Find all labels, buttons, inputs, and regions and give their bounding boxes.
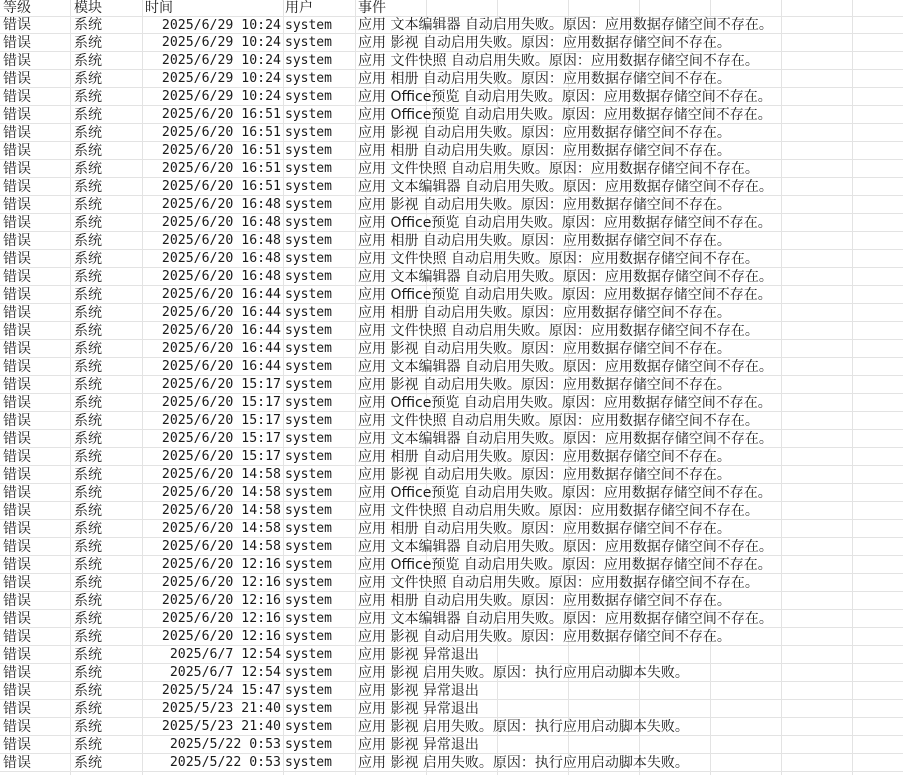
cell-event[interactable]: 应用 影视 启用失败。原因：执行应用启动脚本失败。: [358, 755, 689, 771]
table-row[interactable]: [0, 286, 903, 304]
cell-user[interactable]: system: [285, 467, 332, 482]
cell-level[interactable]: 错误: [3, 413, 31, 429]
table-row[interactable]: [0, 88, 903, 106]
cell-module[interactable]: 系统: [74, 719, 102, 735]
table-row[interactable]: [0, 160, 903, 178]
cell-level[interactable]: 错误: [3, 143, 31, 159]
cell-level[interactable]: 错误: [3, 449, 31, 465]
cell-level[interactable]: 错误: [3, 305, 31, 321]
table-row[interactable]: [0, 718, 903, 736]
cell-event[interactable]: 应用 相册 自动启用失败。原因：应用数据存储空间不存在。: [358, 143, 731, 159]
cell-time[interactable]: 2025/6/29 10:24: [161, 53, 281, 68]
cell-level[interactable]: 错误: [3, 215, 31, 231]
cell-level[interactable]: 错误: [3, 611, 31, 627]
table-row[interactable]: [0, 17, 903, 34]
cell-level[interactable]: 错误: [3, 485, 31, 501]
cell-event[interactable]: 应用 影视 自动启用失败。原因：应用数据存储空间不存在。: [358, 629, 731, 645]
cell-level[interactable]: 错误: [3, 719, 31, 735]
table-row[interactable]: [0, 430, 903, 448]
header-level[interactable]: 等级: [3, 0, 31, 16]
cell-time[interactable]: 2025/5/22 0:53: [169, 755, 281, 770]
cell-event[interactable]: 应用 影视 自动启用失败。原因：应用数据存储空间不存在。: [358, 341, 731, 357]
cell-module[interactable]: 系统: [74, 503, 102, 519]
cell-event[interactable]: 应用 文件快照 自动启用失败。原因：应用数据存储空间不存在。: [358, 413, 759, 429]
cell-module[interactable]: 系统: [74, 215, 102, 231]
cell-level[interactable]: 错误: [3, 683, 31, 699]
cell-event[interactable]: 应用 文本编辑器 自动启用失败。原因：应用数据存储空间不存在。: [358, 269, 773, 285]
cell-module[interactable]: 系统: [74, 593, 102, 609]
cell-module[interactable]: 系统: [74, 341, 102, 357]
cell-level[interactable]: 错误: [3, 503, 31, 519]
cell-user[interactable]: system: [285, 521, 332, 536]
cell-level[interactable]: 错误: [3, 701, 31, 717]
cell-time[interactable]: 2025/6/20 16:44: [161, 359, 281, 374]
cell-time[interactable]: 2025/6/20 16:44: [161, 305, 281, 320]
cell-user[interactable]: system: [285, 719, 332, 734]
cell-level[interactable]: 错误: [3, 467, 31, 483]
cell-level[interactable]: 错误: [3, 521, 31, 537]
table-row[interactable]: [0, 736, 903, 754]
cell-module[interactable]: 系统: [74, 251, 102, 267]
cell-user[interactable]: system: [285, 701, 332, 716]
table-row[interactable]: [0, 574, 903, 592]
cell-level[interactable]: 错误: [3, 575, 31, 591]
table-row[interactable]: [0, 484, 903, 502]
cell-user[interactable]: system: [285, 143, 332, 158]
cell-time[interactable]: 2025/6/29 10:24: [161, 89, 281, 104]
cell-user[interactable]: system: [285, 18, 332, 33]
cell-user[interactable]: system: [285, 377, 332, 392]
cell-event[interactable]: 应用 文件快照 自动启用失败。原因：应用数据存储空间不存在。: [358, 323, 759, 339]
cell-module[interactable]: 系统: [74, 629, 102, 645]
cell-module[interactable]: 系统: [74, 197, 102, 213]
header-time[interactable]: 时间: [145, 0, 173, 16]
cell-module[interactable]: 系统: [74, 755, 102, 771]
cell-event[interactable]: 应用 影视 自动启用失败。原因：应用数据存储空间不存在。: [358, 125, 731, 141]
table-row[interactable]: [0, 700, 903, 718]
cell-event[interactable]: 应用 文本编辑器 自动启用失败。原因：应用数据存储空间不存在。: [358, 179, 773, 195]
cell-level[interactable]: 错误: [3, 179, 31, 195]
table-row[interactable]: [0, 394, 903, 412]
cell-level[interactable]: 错误: [3, 287, 31, 303]
cell-module[interactable]: 系统: [74, 89, 102, 105]
cell-level[interactable]: 错误: [3, 431, 31, 447]
table-row[interactable]: [0, 358, 903, 376]
cell-level[interactable]: 错误: [3, 269, 31, 285]
cell-module[interactable]: 系统: [74, 467, 102, 483]
table-row[interactable]: [0, 538, 903, 556]
cell-event[interactable]: 应用 文本编辑器 自动启用失败。原因：应用数据存储空间不存在。: [358, 611, 773, 627]
cell-event[interactable]: 应用 相册 自动启用失败。原因：应用数据存储空间不存在。: [358, 233, 731, 249]
cell-module[interactable]: 系统: [74, 611, 102, 627]
cell-time[interactable]: 2025/6/20 12:16: [161, 629, 281, 644]
table-row[interactable]: [0, 502, 903, 520]
cell-user[interactable]: system: [285, 107, 332, 122]
header-user[interactable]: 用户: [285, 0, 313, 16]
cell-user[interactable]: system: [285, 341, 332, 356]
cell-event[interactable]: 应用 Office预览 自动启用失败。原因：应用数据存储空间不存在。: [358, 557, 772, 573]
cell-user[interactable]: system: [285, 89, 332, 104]
cell-module[interactable]: 系统: [74, 71, 102, 87]
cell-module[interactable]: 系统: [74, 449, 102, 465]
cell-user[interactable]: system: [285, 269, 332, 284]
cell-module[interactable]: 系统: [74, 377, 102, 393]
cell-event[interactable]: 应用 文件快照 自动启用失败。原因：应用数据存储空间不存在。: [358, 503, 759, 519]
table-row[interactable]: [0, 520, 903, 538]
cell-event[interactable]: 应用 文本编辑器 自动启用失败。原因：应用数据存储空间不存在。: [358, 17, 773, 33]
cell-module[interactable]: 系统: [74, 701, 102, 717]
cell-time[interactable]: 2025/6/20 16:51: [161, 179, 281, 194]
cell-user[interactable]: system: [285, 395, 332, 410]
cell-time[interactable]: 2025/6/20 12:16: [161, 611, 281, 626]
cell-level[interactable]: 错误: [3, 125, 31, 141]
table-row[interactable]: [0, 196, 903, 214]
cell-time[interactable]: 2025/6/20 12:16: [161, 557, 281, 572]
cell-user[interactable]: system: [285, 755, 332, 770]
table-row[interactable]: [0, 268, 903, 286]
table-row[interactable]: [0, 754, 903, 772]
cell-module[interactable]: 系统: [74, 557, 102, 573]
cell-time[interactable]: 2025/6/29 10:24: [161, 35, 281, 50]
cell-time[interactable]: 2025/6/20 16:51: [161, 143, 281, 158]
cell-time[interactable]: 2025/5/23 21:40: [161, 719, 281, 734]
cell-level[interactable]: 错误: [3, 197, 31, 213]
cell-user[interactable]: system: [285, 233, 332, 248]
cell-level[interactable]: 错误: [3, 539, 31, 555]
cell-level[interactable]: 错误: [3, 89, 31, 105]
cell-time[interactable]: 2025/6/20 16:51: [161, 161, 281, 176]
cell-time[interactable]: 2025/6/20 16:44: [161, 287, 281, 302]
table-row[interactable]: [0, 52, 903, 70]
cell-time[interactable]: 2025/6/20 15:17: [161, 413, 281, 428]
cell-event[interactable]: 应用 文件快照 自动启用失败。原因：应用数据存储空间不存在。: [358, 251, 759, 267]
cell-module[interactable]: 系统: [74, 143, 102, 159]
cell-module[interactable]: 系统: [74, 269, 102, 285]
cell-module[interactable]: 系统: [74, 737, 102, 753]
cell-module[interactable]: 系统: [74, 323, 102, 339]
cell-user[interactable]: system: [285, 215, 332, 230]
cell-module[interactable]: 系统: [74, 539, 102, 555]
table-row[interactable]: [0, 70, 903, 88]
table-row[interactable]: [0, 232, 903, 250]
cell-time[interactable]: 2025/6/20 16:48: [161, 233, 281, 248]
header-row: [0, 0, 903, 17]
cell-event[interactable]: 应用 文件快照 自动启用失败。原因：应用数据存储空间不存在。: [358, 161, 759, 177]
cell-module[interactable]: 系统: [74, 17, 102, 33]
cell-user[interactable]: system: [285, 161, 332, 176]
table-row[interactable]: [0, 664, 903, 682]
cell-event[interactable]: 应用 文本编辑器 自动启用失败。原因：应用数据存储空间不存在。: [358, 539, 773, 555]
cell-module[interactable]: 系统: [74, 665, 102, 681]
cell-event[interactable]: 应用 Office预览 自动启用失败。原因：应用数据存储空间不存在。: [358, 89, 772, 105]
cell-event[interactable]: 应用 文本编辑器 自动启用失败。原因：应用数据存储空间不存在。: [358, 359, 773, 375]
cell-time[interactable]: 2025/6/7 12:54: [169, 665, 281, 680]
cell-event[interactable]: 应用 影视 启用失败。原因：执行应用启动脚本失败。: [358, 719, 689, 735]
table-row[interactable]: [0, 304, 903, 322]
cell-user[interactable]: system: [285, 503, 332, 518]
cell-level[interactable]: 错误: [3, 53, 31, 69]
cell-user[interactable]: system: [285, 413, 332, 428]
table-row[interactable]: [0, 556, 903, 574]
cell-event[interactable]: 应用 影视 自动启用失败。原因：应用数据存储空间不存在。: [358, 467, 731, 483]
cell-module[interactable]: 系统: [74, 53, 102, 69]
cell-module[interactable]: 系统: [74, 683, 102, 699]
cell-user[interactable]: system: [285, 251, 332, 266]
cell-level[interactable]: 错误: [3, 233, 31, 249]
cell-event[interactable]: 应用 影视 异常退出: [358, 683, 479, 699]
cell-event[interactable]: 应用 Office预览 自动启用失败。原因：应用数据存储空间不存在。: [358, 215, 772, 231]
cell-user[interactable]: system: [285, 557, 332, 572]
table-row[interactable]: [0, 34, 903, 52]
cell-level[interactable]: 错误: [3, 755, 31, 771]
table-row[interactable]: [0, 646, 903, 664]
cell-time[interactable]: 2025/6/20 16:48: [161, 197, 281, 212]
cell-module[interactable]: 系统: [74, 413, 102, 429]
cell-event[interactable]: 应用 文本编辑器 自动启用失败。原因：应用数据存储空间不存在。: [358, 431, 773, 447]
cell-module[interactable]: 系统: [74, 233, 102, 249]
cell-level[interactable]: 错误: [3, 359, 31, 375]
table-row[interactable]: [0, 124, 903, 142]
cell-module[interactable]: 系统: [74, 521, 102, 537]
cell-event[interactable]: 应用 相册 自动启用失败。原因：应用数据存储空间不存在。: [358, 449, 731, 465]
log-rows: [0, 17, 903, 772]
cell-time[interactable]: 2025/6/20 16:51: [161, 107, 281, 122]
cell-event[interactable]: 应用 文件快照 自动启用失败。原因：应用数据存储空间不存在。: [358, 575, 759, 591]
cell-time[interactable]: 2025/6/29 10:24: [161, 18, 281, 33]
cell-user[interactable]: system: [285, 737, 332, 752]
cell-user[interactable]: system: [285, 287, 332, 302]
cell-level[interactable]: 错误: [3, 161, 31, 177]
cell-user[interactable]: system: [285, 593, 332, 608]
cell-time[interactable]: 2025/5/24 15:47: [161, 683, 281, 698]
cell-time[interactable]: 2025/6/20 15:17: [161, 395, 281, 410]
table-row[interactable]: [0, 466, 903, 484]
cell-level[interactable]: 错误: [3, 395, 31, 411]
cell-event[interactable]: 应用 影视 自动启用失败。原因：应用数据存储空间不存在。: [358, 377, 731, 393]
cell-time[interactable]: 2025/5/22 0:53: [169, 737, 281, 752]
cell-user[interactable]: system: [285, 323, 332, 338]
cell-module[interactable]: 系统: [74, 431, 102, 447]
cell-event[interactable]: 应用 Office预览 自动启用失败。原因：应用数据存储空间不存在。: [358, 485, 772, 501]
cell-event[interactable]: 应用 文件快照 自动启用失败。原因：应用数据存储空间不存在。: [358, 53, 759, 69]
table-row[interactable]: [0, 448, 903, 466]
cell-user[interactable]: system: [285, 647, 332, 662]
cell-time[interactable]: 2025/6/20 15:17: [161, 449, 281, 464]
cell-level[interactable]: 错误: [3, 377, 31, 393]
table-row[interactable]: [0, 610, 903, 628]
cell-module[interactable]: 系统: [74, 287, 102, 303]
cell-level[interactable]: 错误: [3, 251, 31, 267]
cell-user[interactable]: system: [285, 125, 332, 140]
table-row[interactable]: [0, 628, 903, 646]
cell-time[interactable]: 2025/6/20 12:16: [161, 593, 281, 608]
cell-event[interactable]: 应用 Office预览 自动启用失败。原因：应用数据存储空间不存在。: [358, 287, 772, 303]
cell-level[interactable]: 错误: [3, 71, 31, 87]
cell-user[interactable]: system: [285, 575, 332, 590]
cell-user[interactable]: system: [285, 629, 332, 644]
cell-module[interactable]: 系统: [74, 125, 102, 141]
cell-module[interactable]: 系统: [74, 107, 102, 123]
cell-time[interactable]: 2025/6/20 14:58: [161, 503, 281, 518]
cell-user[interactable]: system: [285, 53, 332, 68]
cell-level[interactable]: 错误: [3, 323, 31, 339]
table-row[interactable]: [0, 106, 903, 124]
cell-user[interactable]: system: [285, 485, 332, 500]
table-row[interactable]: [0, 322, 903, 340]
cell-time[interactable]: 2025/6/20 14:58: [161, 467, 281, 482]
cell-time[interactable]: 2025/6/20 14:58: [161, 539, 281, 554]
cell-module[interactable]: 系统: [74, 35, 102, 51]
cell-module[interactable]: 系统: [74, 395, 102, 411]
cell-time[interactable]: 2025/6/7 12:54: [169, 647, 281, 662]
cell-time[interactable]: 2025/6/29 10:24: [161, 71, 281, 86]
cell-level[interactable]: 错误: [3, 647, 31, 663]
cell-module[interactable]: 系统: [74, 305, 102, 321]
cell-event[interactable]: 应用 影视 自动启用失败。原因：应用数据存储空间不存在。: [358, 197, 731, 213]
table-row[interactable]: [0, 340, 903, 358]
cell-level[interactable]: 错误: [3, 107, 31, 123]
cell-time[interactable]: 2025/5/23 21:40: [161, 701, 281, 716]
table-row[interactable]: [0, 250, 903, 268]
header-event[interactable]: 事件: [358, 0, 386, 16]
cell-event[interactable]: 应用 Office预览 自动启用失败。原因：应用数据存储空间不存在。: [358, 395, 772, 411]
cell-time[interactable]: 2025/6/20 16:48: [161, 269, 281, 284]
cell-event[interactable]: 应用 相册 自动启用失败。原因：应用数据存储空间不存在。: [358, 71, 731, 87]
cell-time[interactable]: 2025/6/20 14:58: [161, 485, 281, 500]
cell-user[interactable]: system: [285, 665, 332, 680]
cell-time[interactable]: 2025/6/20 16:51: [161, 125, 281, 140]
header-module[interactable]: 模块: [74, 0, 102, 16]
cell-time[interactable]: 2025/6/20 16:44: [161, 341, 281, 356]
cell-module[interactable]: 系统: [74, 179, 102, 195]
cell-level[interactable]: 错误: [3, 17, 31, 33]
cell-level[interactable]: 错误: [3, 341, 31, 357]
cell-level[interactable]: 错误: [3, 629, 31, 645]
cell-user[interactable]: system: [285, 611, 332, 626]
cell-event[interactable]: 应用 影视 异常退出: [358, 737, 479, 753]
cell-event[interactable]: 应用 相册 自动启用失败。原因：应用数据存储空间不存在。: [358, 521, 731, 537]
cell-level[interactable]: 错误: [3, 593, 31, 609]
cell-level[interactable]: 错误: [3, 665, 31, 681]
cell-module[interactable]: 系统: [74, 359, 102, 375]
table-row[interactable]: [0, 376, 903, 394]
cell-level[interactable]: 错误: [3, 557, 31, 573]
cell-user[interactable]: system: [285, 35, 332, 50]
table-row[interactable]: [0, 592, 903, 610]
cell-user[interactable]: system: [285, 197, 332, 212]
cell-time[interactable]: 2025/6/20 16:44: [161, 323, 281, 338]
cell-time[interactable]: 2025/6/20 14:58: [161, 521, 281, 536]
cell-user[interactable]: system: [285, 179, 332, 194]
cell-event[interactable]: 应用 相册 自动启用失败。原因：应用数据存储空间不存在。: [358, 305, 731, 321]
cell-event[interactable]: 应用 相册 自动启用失败。原因：应用数据存储空间不存在。: [358, 593, 731, 609]
cell-event[interactable]: 应用 影视 自动启用失败。原因：应用数据存储空间不存在。: [358, 35, 731, 51]
cell-time[interactable]: 2025/6/20 15:17: [161, 431, 281, 446]
cell-module[interactable]: 系统: [74, 161, 102, 177]
cell-time[interactable]: 2025/6/20 12:16: [161, 575, 281, 590]
cell-user[interactable]: system: [285, 449, 332, 464]
cell-module[interactable]: 系统: [74, 647, 102, 663]
cell-event[interactable]: 应用 影视 异常退出: [358, 701, 479, 717]
cell-time[interactable]: 2025/6/20 15:17: [161, 377, 281, 392]
table-row[interactable]: [0, 214, 903, 232]
cell-event[interactable]: 应用 影视 启用失败。原因：执行应用启动脚本失败。: [358, 665, 689, 681]
cell-event[interactable]: 应用 Office预览 自动启用失败。原因：应用数据存储空间不存在。: [358, 107, 772, 123]
table-row[interactable]: [0, 412, 903, 430]
cell-time[interactable]: 2025/6/20 16:48: [161, 215, 281, 230]
cell-user[interactable]: system: [285, 539, 332, 554]
cell-user[interactable]: system: [285, 683, 332, 698]
cell-module[interactable]: 系统: [74, 485, 102, 501]
cell-level[interactable]: 错误: [3, 35, 31, 51]
cell-user[interactable]: system: [285, 359, 332, 374]
cell-time[interactable]: 2025/6/20 16:48: [161, 251, 281, 266]
cell-user[interactable]: system: [285, 431, 332, 446]
cell-user[interactable]: system: [285, 71, 332, 86]
cell-event[interactable]: 应用 影视 异常退出: [358, 647, 479, 663]
cell-user[interactable]: system: [285, 305, 332, 320]
table-row[interactable]: [0, 682, 903, 700]
table-row[interactable]: [0, 142, 903, 160]
cell-module[interactable]: 系统: [74, 575, 102, 591]
table-row[interactable]: [0, 178, 903, 196]
cell-level[interactable]: 错误: [3, 737, 31, 753]
